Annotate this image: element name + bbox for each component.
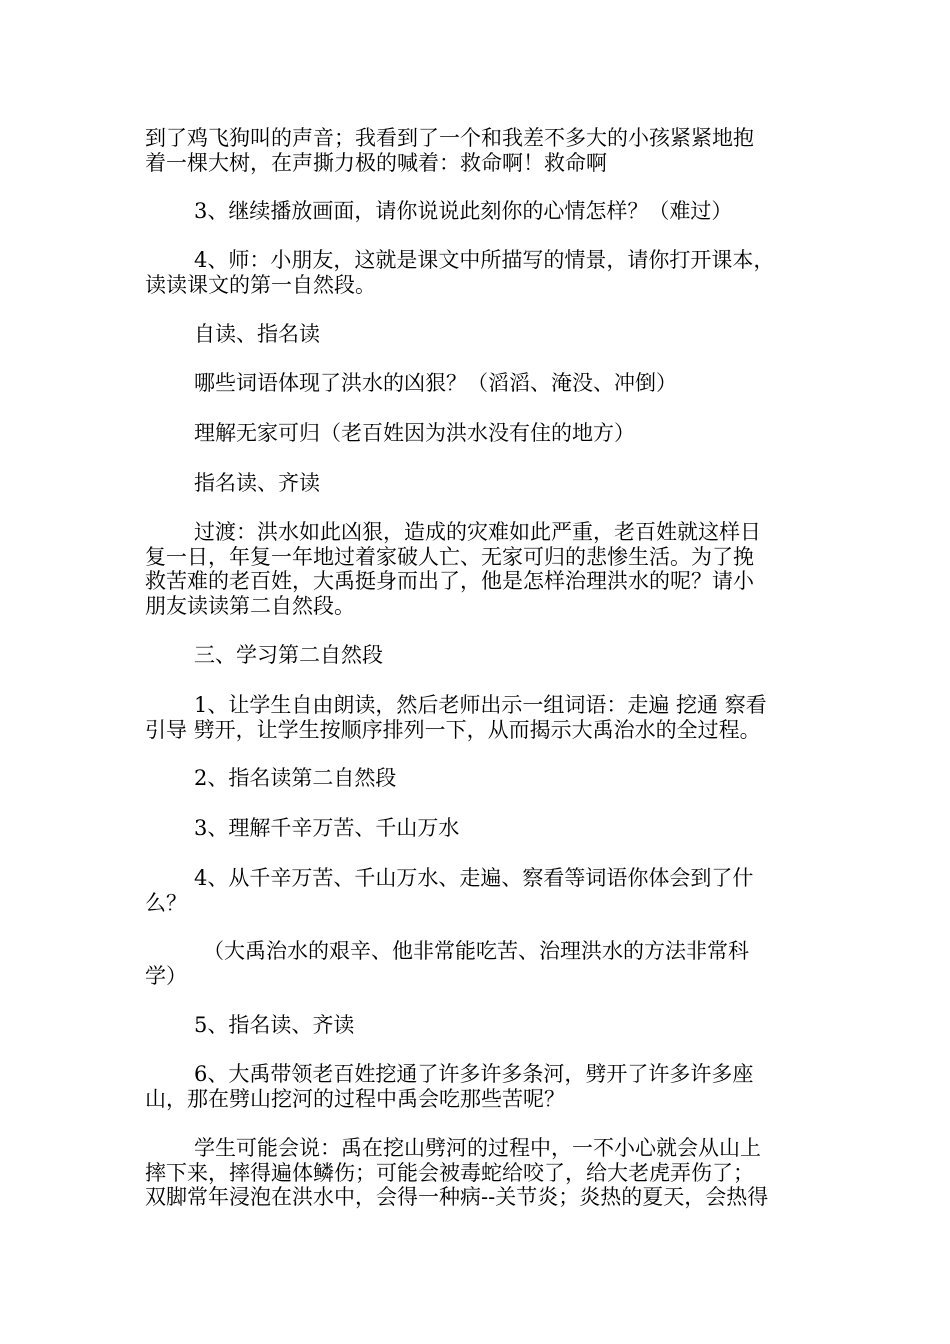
- text-line: 自读、指名读: [194, 322, 320, 346]
- paragraph-step-4b: [145, 866, 811, 915]
- paragraph-read-together: [145, 471, 811, 496]
- paragraph-understand-homeless: [145, 421, 811, 446]
- text-line: 4、师：小朋友，这就是课文中所描写的情景，请你打开课本，: [194, 248, 775, 272]
- text-line: 着一棵大树，在声撕力极的喊着：救命啊！救命啊: [145, 150, 607, 175]
- text-line: 么？: [145, 890, 187, 915]
- text-line: 指名读、齐读: [194, 471, 320, 495]
- text-line: 过渡：洪水如此凶狠，造成的灾难如此严重，老百姓就这样日: [194, 520, 761, 544]
- paragraph-which-words: [145, 371, 811, 396]
- paragraph-step-3: [145, 199, 811, 224]
- text-line: 2、指名读第二自然段: [194, 766, 397, 790]
- paragraph-step-1: [145, 693, 811, 742]
- paragraph-transition: [145, 520, 811, 618]
- text-line: 引导 劈开，让学生按顺序排列一下，从而揭示大禹治水的全过程。: [145, 717, 761, 742]
- text-line: 理解无家可归（老百姓因为洪水没有住的地方）: [194, 421, 635, 445]
- paragraph-step-5: [145, 1013, 811, 1038]
- text-line: 学生可能会说：禹在挖山劈河的过程中，一不小心就会从山上: [194, 1136, 761, 1160]
- text-line: 山，那在劈山挖河的过程中禹会吃那些苦呢？: [145, 1086, 565, 1111]
- text-line: 哪些词语体现了洪水的凶狠？（滔滔、淹没、冲倒）: [194, 371, 677, 395]
- text-line: 到了鸡飞狗叫的声音；我看到了一个和我差不多大的小孩紧紧地抱: [145, 126, 754, 150]
- text-line: 朋友读读第二自然段。: [145, 593, 355, 618]
- text-line: 学）: [145, 963, 187, 988]
- paragraph-step-3b: [145, 816, 811, 841]
- paragraph-story-continuation: [145, 126, 811, 175]
- text-line: 4、从千辛万苦、千山万水、走遍、察看等词语你体会到了什: [194, 866, 754, 890]
- text-line: 6、大禹带领老百姓挖通了许多许多条河，劈开了许多许多座: [194, 1062, 754, 1086]
- paragraph-step-4: [145, 248, 811, 297]
- paragraph-step-2: [145, 766, 811, 791]
- text-line: 双脚常年浸泡在洪水中，会得一种病--关节炎；炎热的夏天，会热得: [145, 1185, 769, 1210]
- text-line: 3、理解千辛万苦、千山万水: [194, 816, 460, 840]
- paragraph-answer: [145, 939, 811, 988]
- paragraph-students-may-say: [145, 1136, 811, 1210]
- text-line: 5、指名读、齐读: [194, 1013, 355, 1037]
- paragraph-step-6: [145, 1062, 811, 1111]
- text-line: 3、继续播放画面，请你说说此刻你的心情怎样？（难过）: [194, 199, 733, 223]
- text-line: （大禹治水的艰辛、他非常能吃苦、治理洪水的方法非常科: [203, 939, 749, 963]
- text-line: 三、学习第二自然段: [194, 643, 383, 667]
- section-heading-paragraph-2: [145, 643, 811, 668]
- text-line: 读读课文的第一自然段。: [145, 272, 376, 297]
- text-line: 复一日，年复一年地过着家破人亡、无家可归的悲惨生活。为了挽: [145, 544, 754, 569]
- text-line: 1、让学生自由朗读，然后老师出示一组词语：走遍 挖通 察看: [194, 693, 767, 717]
- paragraph-self-read: [145, 322, 811, 347]
- text-line: 救苦难的老百姓，大禹挺身而出了，他是怎样治理洪水的呢？请小: [145, 569, 754, 594]
- text-line: 摔下来，摔得遍体鳞伤；可能会被毒蛇给咬了，给大老虎弄伤了；: [145, 1160, 754, 1185]
